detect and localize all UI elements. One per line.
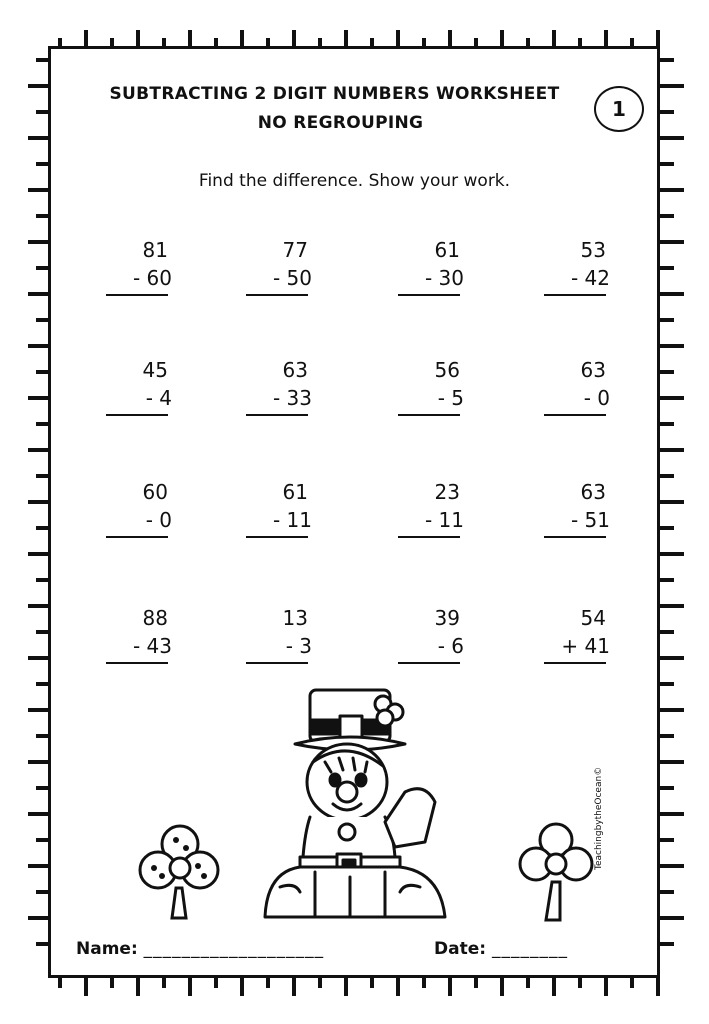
answer-line[interactable] (246, 414, 308, 416)
problem-minuend: 61 (434, 238, 460, 262)
problem-minuend: 53 (580, 238, 606, 262)
answer-line[interactable] (398, 662, 460, 664)
answer-line[interactable] (106, 294, 168, 296)
problem-minuend: 77 (282, 238, 308, 262)
answer-line[interactable] (106, 662, 168, 664)
problem-subtrahend: - 6 (437, 634, 464, 658)
problem-9 (106, 478, 176, 534)
problem-12 (544, 478, 614, 534)
problem-8 (544, 356, 614, 412)
problem-subtrahend: - 50 (272, 266, 312, 290)
answer-line[interactable] (544, 414, 606, 416)
answer-line[interactable] (106, 414, 168, 416)
problem-subtrahend: - 51 (570, 508, 610, 532)
problem-7 (398, 356, 468, 412)
problem-subtrahend: - 3 (285, 634, 312, 658)
answer-line[interactable] (398, 536, 460, 538)
problem-minuend: 63 (580, 358, 606, 382)
shamrock-left-icon (138, 822, 222, 922)
problem-2 (246, 236, 316, 292)
problem-minuend: 45 (142, 358, 168, 382)
name-blank[interactable]: ___________________ (143, 939, 325, 959)
problem-4 (544, 236, 614, 292)
problem-minuend: 39 (434, 606, 460, 630)
answer-line[interactable] (398, 294, 460, 296)
problem-minuend: 63 (580, 480, 606, 504)
problem-minuend: 56 (434, 358, 460, 382)
problem-subtrahend: - 0 (145, 508, 172, 532)
problem-1 (106, 236, 176, 292)
answer-line[interactable] (544, 294, 606, 296)
problem-subtrahend: - 30 (424, 266, 464, 290)
answer-line[interactable] (398, 414, 460, 416)
worksheet-title: SUBTRACTING 2 DIGIT NUMBERS WORKSHEET (109, 84, 560, 104)
problem-16 (544, 604, 614, 660)
problem-minuend: 81 (142, 238, 168, 262)
problem-minuend: 88 (142, 606, 168, 630)
problem-6 (246, 356, 316, 412)
answer-line[interactable] (246, 294, 308, 296)
name-field[interactable] (76, 939, 324, 959)
shamrock-right-icon (518, 820, 594, 924)
problem-minuend: 61 (282, 480, 308, 504)
problem-minuend: 63 (282, 358, 308, 382)
problem-minuend: 54 (580, 606, 606, 630)
date-blank[interactable]: ________ (491, 939, 568, 959)
problem-13 (106, 604, 176, 660)
problem-subtrahend: - 60 (132, 266, 172, 290)
problem-subtrahend: + 41 (561, 634, 610, 658)
problem-subtrahend: - 43 (132, 634, 172, 658)
date-label: Date: (434, 939, 487, 959)
problem-11 (398, 478, 468, 534)
answer-line[interactable] (246, 662, 308, 664)
answer-line[interactable] (106, 536, 168, 538)
problem-10 (246, 478, 316, 534)
instructions: Find the difference. Show your work. (198, 171, 511, 191)
answer-line[interactable] (544, 662, 606, 664)
problem-subtrahend: - 5 (437, 386, 464, 410)
answer-line[interactable] (246, 536, 308, 538)
name-label: Name: (76, 939, 138, 959)
problem-subtrahend: - 33 (272, 386, 312, 410)
problem-14 (246, 604, 316, 660)
problem-subtrahend: - 11 (272, 508, 312, 532)
page-number-badge: 1 (594, 86, 644, 132)
credit-text: TeachingbytheOcean© (594, 766, 604, 870)
leprechaun-illustration (255, 682, 465, 922)
problem-subtrahend: - 4 (145, 386, 172, 410)
problem-subtrahend: - 0 (583, 386, 610, 410)
problem-minuend: 23 (434, 480, 460, 504)
worksheet-subtitle: NO REGROUPING (257, 113, 424, 133)
problem-subtrahend: - 11 (424, 508, 464, 532)
problem-minuend: 60 (142, 480, 168, 504)
problem-15 (398, 604, 468, 660)
answer-line[interactable] (544, 536, 606, 538)
problem-3 (398, 236, 468, 292)
problem-5 (106, 356, 176, 412)
problem-subtrahend: - 42 (570, 266, 610, 290)
date-field[interactable] (434, 939, 568, 959)
problem-minuend: 13 (282, 606, 308, 630)
